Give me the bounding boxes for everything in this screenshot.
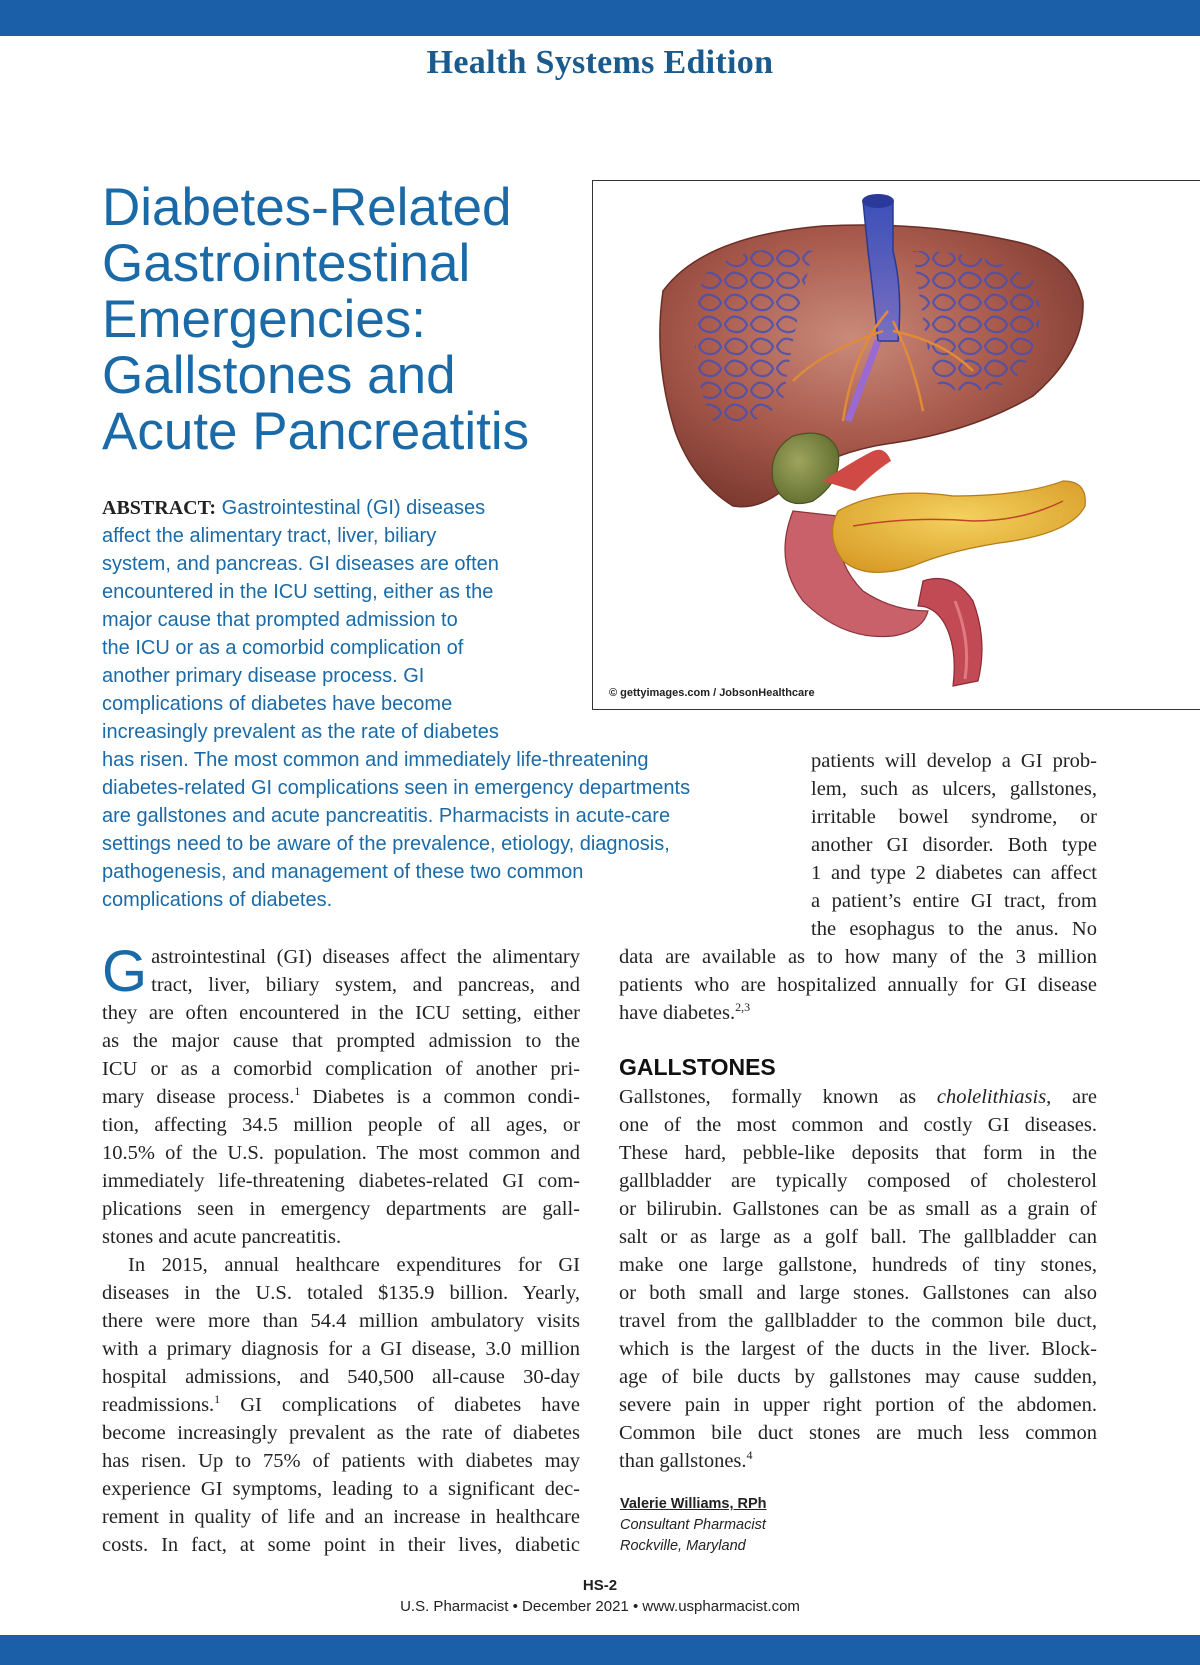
drop-cap: G [102, 939, 148, 1004]
body-line: data are available as to how many of the 3 million [619, 946, 1097, 968]
abstract [102, 494, 691, 914]
section-heading-gallstones: GALLSTONES [619, 1054, 776, 1080]
body-line: diseases in the U.S. totaled $135.9 billion. Yearly, [102, 1282, 580, 1304]
anatomy-illustration [592, 180, 1200, 710]
body-line: travel from the gallbladder to the common bile duct, [619, 1310, 1097, 1332]
body-line: or bilirubin. Gallstones can be as small as a grain of [619, 1198, 1097, 1220]
body-line: experience GI symptoms, leading to a significant dec- [102, 1478, 580, 1500]
body-line: Common bile duct stones are much less common [619, 1422, 1097, 1444]
body-line: patients who are hospitalized annually for GI disease [619, 974, 1097, 996]
edition-header: Health Systems Edition [426, 44, 774, 81]
body-line: mary disease process.$^1$ Diabetes is a common condi- [102, 1084, 580, 1108]
body-line: patients will develop a GI prob- [811, 750, 1097, 772]
body-line: 10.5% of the U.S. population. The most common and [102, 1142, 580, 1164]
liver-pancreas-drawing [593, 181, 1200, 710]
body-line: 1 and type 2 diabetes can affect [811, 862, 1097, 884]
body-line: severe pain in upper right portion of the abdomen. [619, 1394, 1097, 1416]
reference-marker: 4 [746, 1448, 753, 1463]
abstract-line: system, and pancreas. GI diseases are often [102, 553, 499, 575]
body-line: become increasingly prevalent as the rate of diabetes [102, 1422, 580, 1444]
abstract-line: affect the alimentary tract, liver, biliary [102, 525, 437, 547]
abstract-label: ABSTRACT: [102, 497, 217, 519]
body-line: Gallstones, formally known as cholelithiasis, are [619, 1086, 1097, 1108]
body-line: there were more than 54.4 million ambulatory visits [102, 1310, 580, 1332]
author-location: Rockville, Maryland [620, 1538, 746, 1554]
title-line: Gallstones and [102, 346, 456, 405]
abstract-line: major cause that prompted admission to [102, 609, 458, 631]
right-column-continued [619, 943, 1097, 1027]
author-role: Consultant Pharmacist [620, 1517, 766, 1533]
top-color-bar [0, 0, 1200, 36]
abstract-line: are gallstones and acute pancreatitis. Pharmacists in acute-care [102, 805, 671, 827]
reference-marker: 1 [214, 1392, 221, 1407]
body-line: or both small and large stones. Gallstones can also [619, 1282, 1097, 1304]
body-line: a patient’s entire GI tract, from [811, 890, 1097, 912]
body-line: with a primary diagnosis for a GI disease, 3.0 million [102, 1338, 580, 1360]
body-line: age of bile ducts by gallstones may cause sudden, [619, 1366, 1097, 1388]
body-line: gallbladder are typically composed of cholesterol [619, 1170, 1097, 1192]
abstract-line: pathogenesis, and management of these two common [102, 861, 584, 883]
body-line: they are often encountered in the ICU setting, either [102, 1002, 580, 1024]
stomach-tube [918, 579, 982, 687]
body-line: lem, such as ulcers, gallstones, [811, 778, 1097, 800]
body-line: has risen. Up to 75% of patients with diabetes may [102, 1450, 580, 1472]
right-column-top [811, 747, 1097, 943]
body-line: costs. In fact, at some point in their lives, diabetic [102, 1534, 580, 1556]
body-line: salt or as large as a golf ball. The gallbladder can [619, 1226, 1097, 1248]
title-line: Emergencies: [102, 290, 427, 349]
gallstones-paragraph [619, 1083, 1097, 1475]
author-byline [620, 1494, 767, 1557]
term-cholelithiasis: cholelithiasis [936, 1086, 1047, 1108]
body-line: These hard, pebble-like deposits that form in the [619, 1142, 1097, 1164]
body-line: than gallstones.$^4$ [619, 1448, 753, 1472]
abstract-line: diabetes-related GI complications seen in emergency departments [102, 777, 691, 799]
left-column [102, 939, 580, 1559]
author-name: Valerie Williams, RPh [620, 1496, 767, 1512]
article-title [102, 180, 602, 460]
body-line: make one large gallstone, hundreds of tiny stones, [619, 1254, 1097, 1276]
image-credit: © gettyimages.com / JobsonHealthcare [609, 687, 815, 699]
body-line: plications seen in emergency departments are gall- [102, 1198, 580, 1220]
abstract-line: has risen. The most common and immediately life-threatening [102, 749, 649, 771]
abstract-line: complications of diabetes have become [102, 693, 453, 715]
body-line: rement in quality of life and an increase in healthcare [102, 1506, 580, 1528]
body-line: In 2015, annual healthcare expenditures for GI [128, 1254, 580, 1276]
body-line: have diabetes.$^{2,3}$ [619, 1000, 751, 1024]
body-line: ICU or as a comorbid complication of another pri- [102, 1058, 580, 1080]
body-line: tion, affecting 34.5 million people of all ages, or [102, 1114, 580, 1136]
title-line: Gastrointestinal [102, 234, 471, 293]
page-number: HS-2 [582, 1577, 618, 1594]
body-line: immediately life-threatening diabetes-related GI com- [102, 1170, 580, 1192]
body-line: astrointestinal (GI) diseases affect the alimentary [151, 946, 580, 968]
body-line: tract, liver, biliary system, and pancreas, and [151, 974, 580, 996]
body-line: the esophagus to the anus. No [811, 918, 1097, 940]
body-line: stones and acute pancreatitis. [102, 1226, 342, 1248]
pancreas [833, 481, 1086, 572]
body-line: which is the largest of the ducts in the liver. Block- [619, 1338, 1097, 1360]
body-line: irritable bowel syndrome, or [811, 806, 1097, 828]
abstract-line: settings need to be aware of the prevalence, etiology, diagnosis, [102, 833, 670, 855]
reference-marker: 2,3 [735, 1000, 751, 1015]
body-line: one of the most common and costly GI diseases. [619, 1114, 1097, 1136]
abstract-line: ABSTRACT: Gastrointestinal (GI) diseases [102, 497, 486, 519]
bottom-color-bar [0, 1635, 1200, 1665]
abstract-line: complications of diabetes. [102, 889, 333, 911]
footer-text: U.S. Pharmacist • December 2021 • www.uspharmacist.com [400, 1598, 800, 1615]
abstract-line: the ICU or as a comorbid complication of [102, 637, 464, 659]
body-line: another GI disorder. Both type [811, 834, 1097, 856]
title-line: Diabetes-Related [102, 178, 512, 237]
reference-marker: 1 [294, 1084, 301, 1099]
body-line: as the major cause that prompted admission to the [102, 1030, 580, 1052]
body-line: hospital admissions, and 540,500 all-cause 30-day [102, 1366, 580, 1388]
body-line: readmissions.$^1$ GI complications of diabetes have [102, 1392, 580, 1416]
abstract-line: another primary disease process. GI [102, 665, 425, 687]
title-line: Acute Pancreatitis [102, 402, 530, 461]
abstract-line: encountered in the ICU setting, either as the [102, 581, 494, 603]
abstract-line: increasingly prevalent as the rate of diabetes [102, 721, 499, 743]
